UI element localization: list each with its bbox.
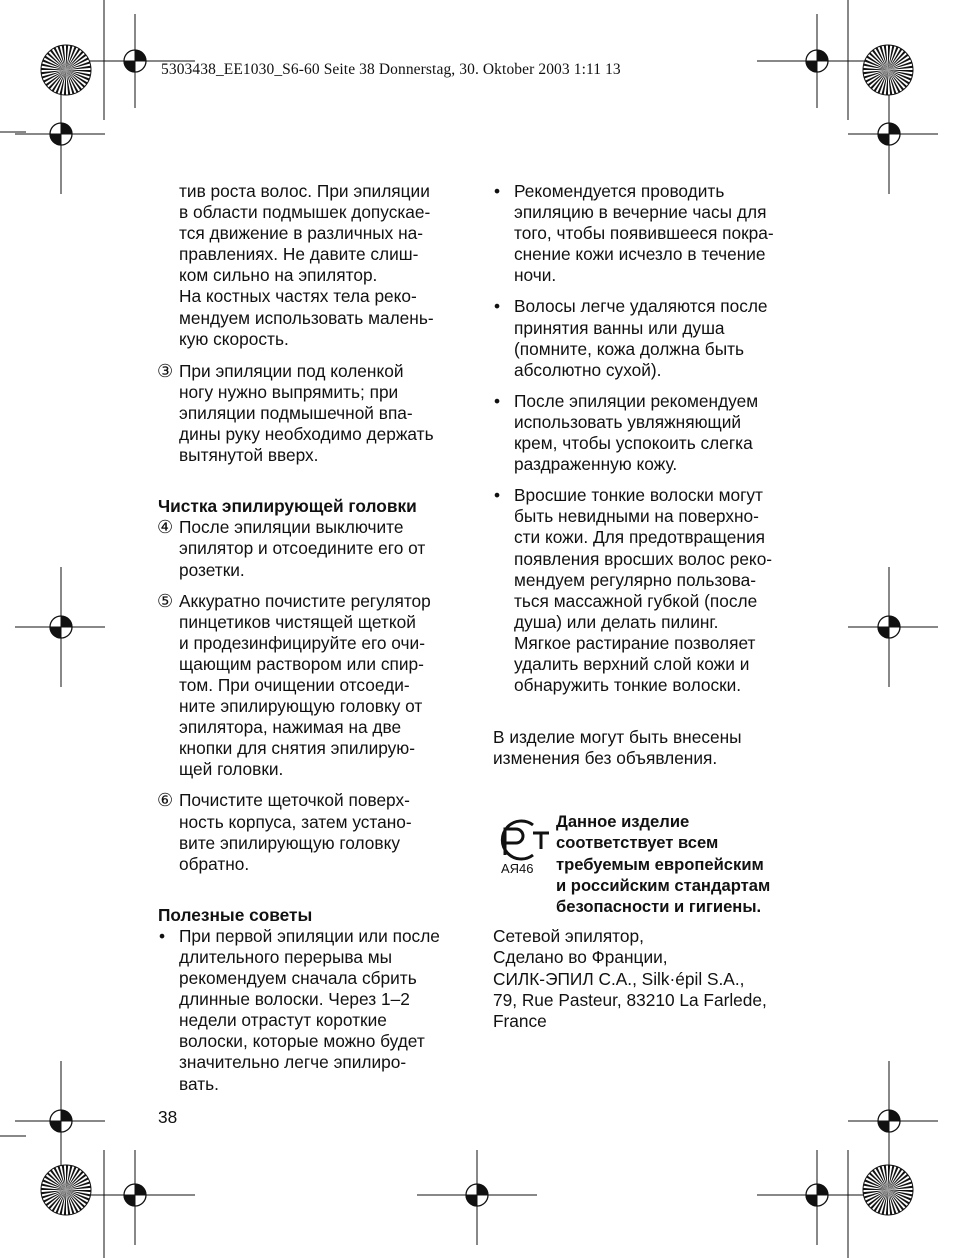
certification-code: АЯ46 — [501, 861, 534, 877]
page-number: 38 — [158, 1107, 178, 1127]
bullet-icon: • — [494, 390, 501, 411]
starburst-registration-icon — [41, 1165, 91, 1215]
tip-bath — [493, 296, 803, 380]
circled-number-6-icon: ⑥ — [157, 790, 174, 811]
right-column — [493, 181, 803, 1032]
step-6 — [158, 790, 468, 874]
tip-evening — [493, 181, 803, 286]
certification-block — [493, 811, 803, 926]
heading-cleaning: Чистка эпилирующей головки — [158, 496, 417, 517]
changes-notice: В изделие могут быть внесены изменения без объявления. — [493, 727, 742, 769]
starburst-registration-icon — [41, 45, 91, 95]
circled-number-3-icon: ③ — [157, 360, 174, 381]
circled-number-5-icon: ⑤ — [157, 590, 174, 611]
step-5 — [158, 591, 468, 781]
tip-evening-text: Рекомендуется проводить эпиляцию в вечерние часы для того, чтобы появившееся покра- снение кожи исчезло в течение ночи. — [514, 181, 774, 286]
heading-useful-tips: Полезные советы — [158, 904, 313, 925]
paragraph-epilation-direction: тив роста волос. При эпиляции в области подмышек допускае- тся движение в различных на- правлениях. Не давите слиш- ком сильно на эпилятор. На костных частях тела реко- мендуем использовать малень- кую скорость. — [179, 181, 434, 349]
tip-cream-text: После эпиляции рекомендуем использовать увляжняющий крем, чтобы успокоить слегка раздраженную кожу. — [514, 390, 759, 475]
starburst-registration-icon — [863, 1165, 913, 1215]
gost-r-certification-icon — [493, 811, 555, 877]
starburst-registration-icon — [863, 45, 913, 95]
tip-bath-text: Волосы легче удаляются после принятия ванны или душа (помните, кожа должна быть абсолютно сухой). — [514, 296, 768, 380]
left-column — [158, 181, 468, 1095]
certification-statement: Данное изделие соответствует всем требуемым европейским и российским стандартам безопасности и гигиены. — [556, 812, 771, 916]
step-6-text: Почистите щеточкой поверх- ность корпуса, затем устано- вите эпилирующую головку обратно. — [179, 790, 412, 874]
step-4 — [158, 517, 468, 580]
tip-cream — [493, 391, 803, 475]
step-3 — [158, 361, 468, 466]
bullet-icon: • — [494, 485, 501, 506]
step-3-text: При эпиляции под коленкой ногу нужно выпрямить; при эпиляции подмышечной впа- дины руку необходимо держать вытянутой вверх. — [179, 360, 434, 466]
bullet-icon: • — [159, 925, 166, 946]
step-5-text: Аккуратно почистите регулятор пинцетиков чистящей щеткой и продезинфицируйте его очи- щающим раствором или спир- том. При очищении отсоеди- ните эпилирующую головку от эпилятора, нажимая на две кнопки для снятия эпилирую- щей головки. — [179, 590, 431, 780]
tip-ingrown-hair-text: Вросшие тонкие волоски могут быть невидными на поверхно- сти кожи. Для предотвращения появления вросших волос реко- мендуем регулярно пользова- ться массажной губкой (после душа) или делать пилинг. Мягкое растирание позволяет удалить верхний слой кожи и обнаружить тонкие волоски. — [514, 485, 773, 696]
print-slug-header: 5303438_EE1030_S6-60 Seite 38 Donnerstag, 30. Oktober 2003 1:11 13 — [161, 61, 621, 78]
bullet-icon: • — [494, 296, 501, 317]
tip-ingrown-hair — [493, 485, 803, 696]
tip-first-epilation-text: При первой эпиляции или после длительного перерыва мы рекомендуем сначала сбрить длинные волоски. Через 1–2 недели отрастут короткие волоски, которые можно будет значительно легче эпилиро- вать. — [179, 925, 440, 1094]
manufacturer-info: Сетевой эпилятор, Сделано во Франции, СИЛК-ЭПИЛ С.А., Silk·épil S.A., 79, Rue Pasteur, 83210 La Farlede, France — [493, 926, 767, 1031]
tip-first-epilation — [158, 926, 468, 1095]
circled-number-4-icon: ④ — [157, 517, 174, 538]
bullet-icon: • — [494, 181, 501, 201]
step-4-text: После эпиляции выключите эпилятор и отсоедините его от розетки. — [179, 517, 426, 580]
